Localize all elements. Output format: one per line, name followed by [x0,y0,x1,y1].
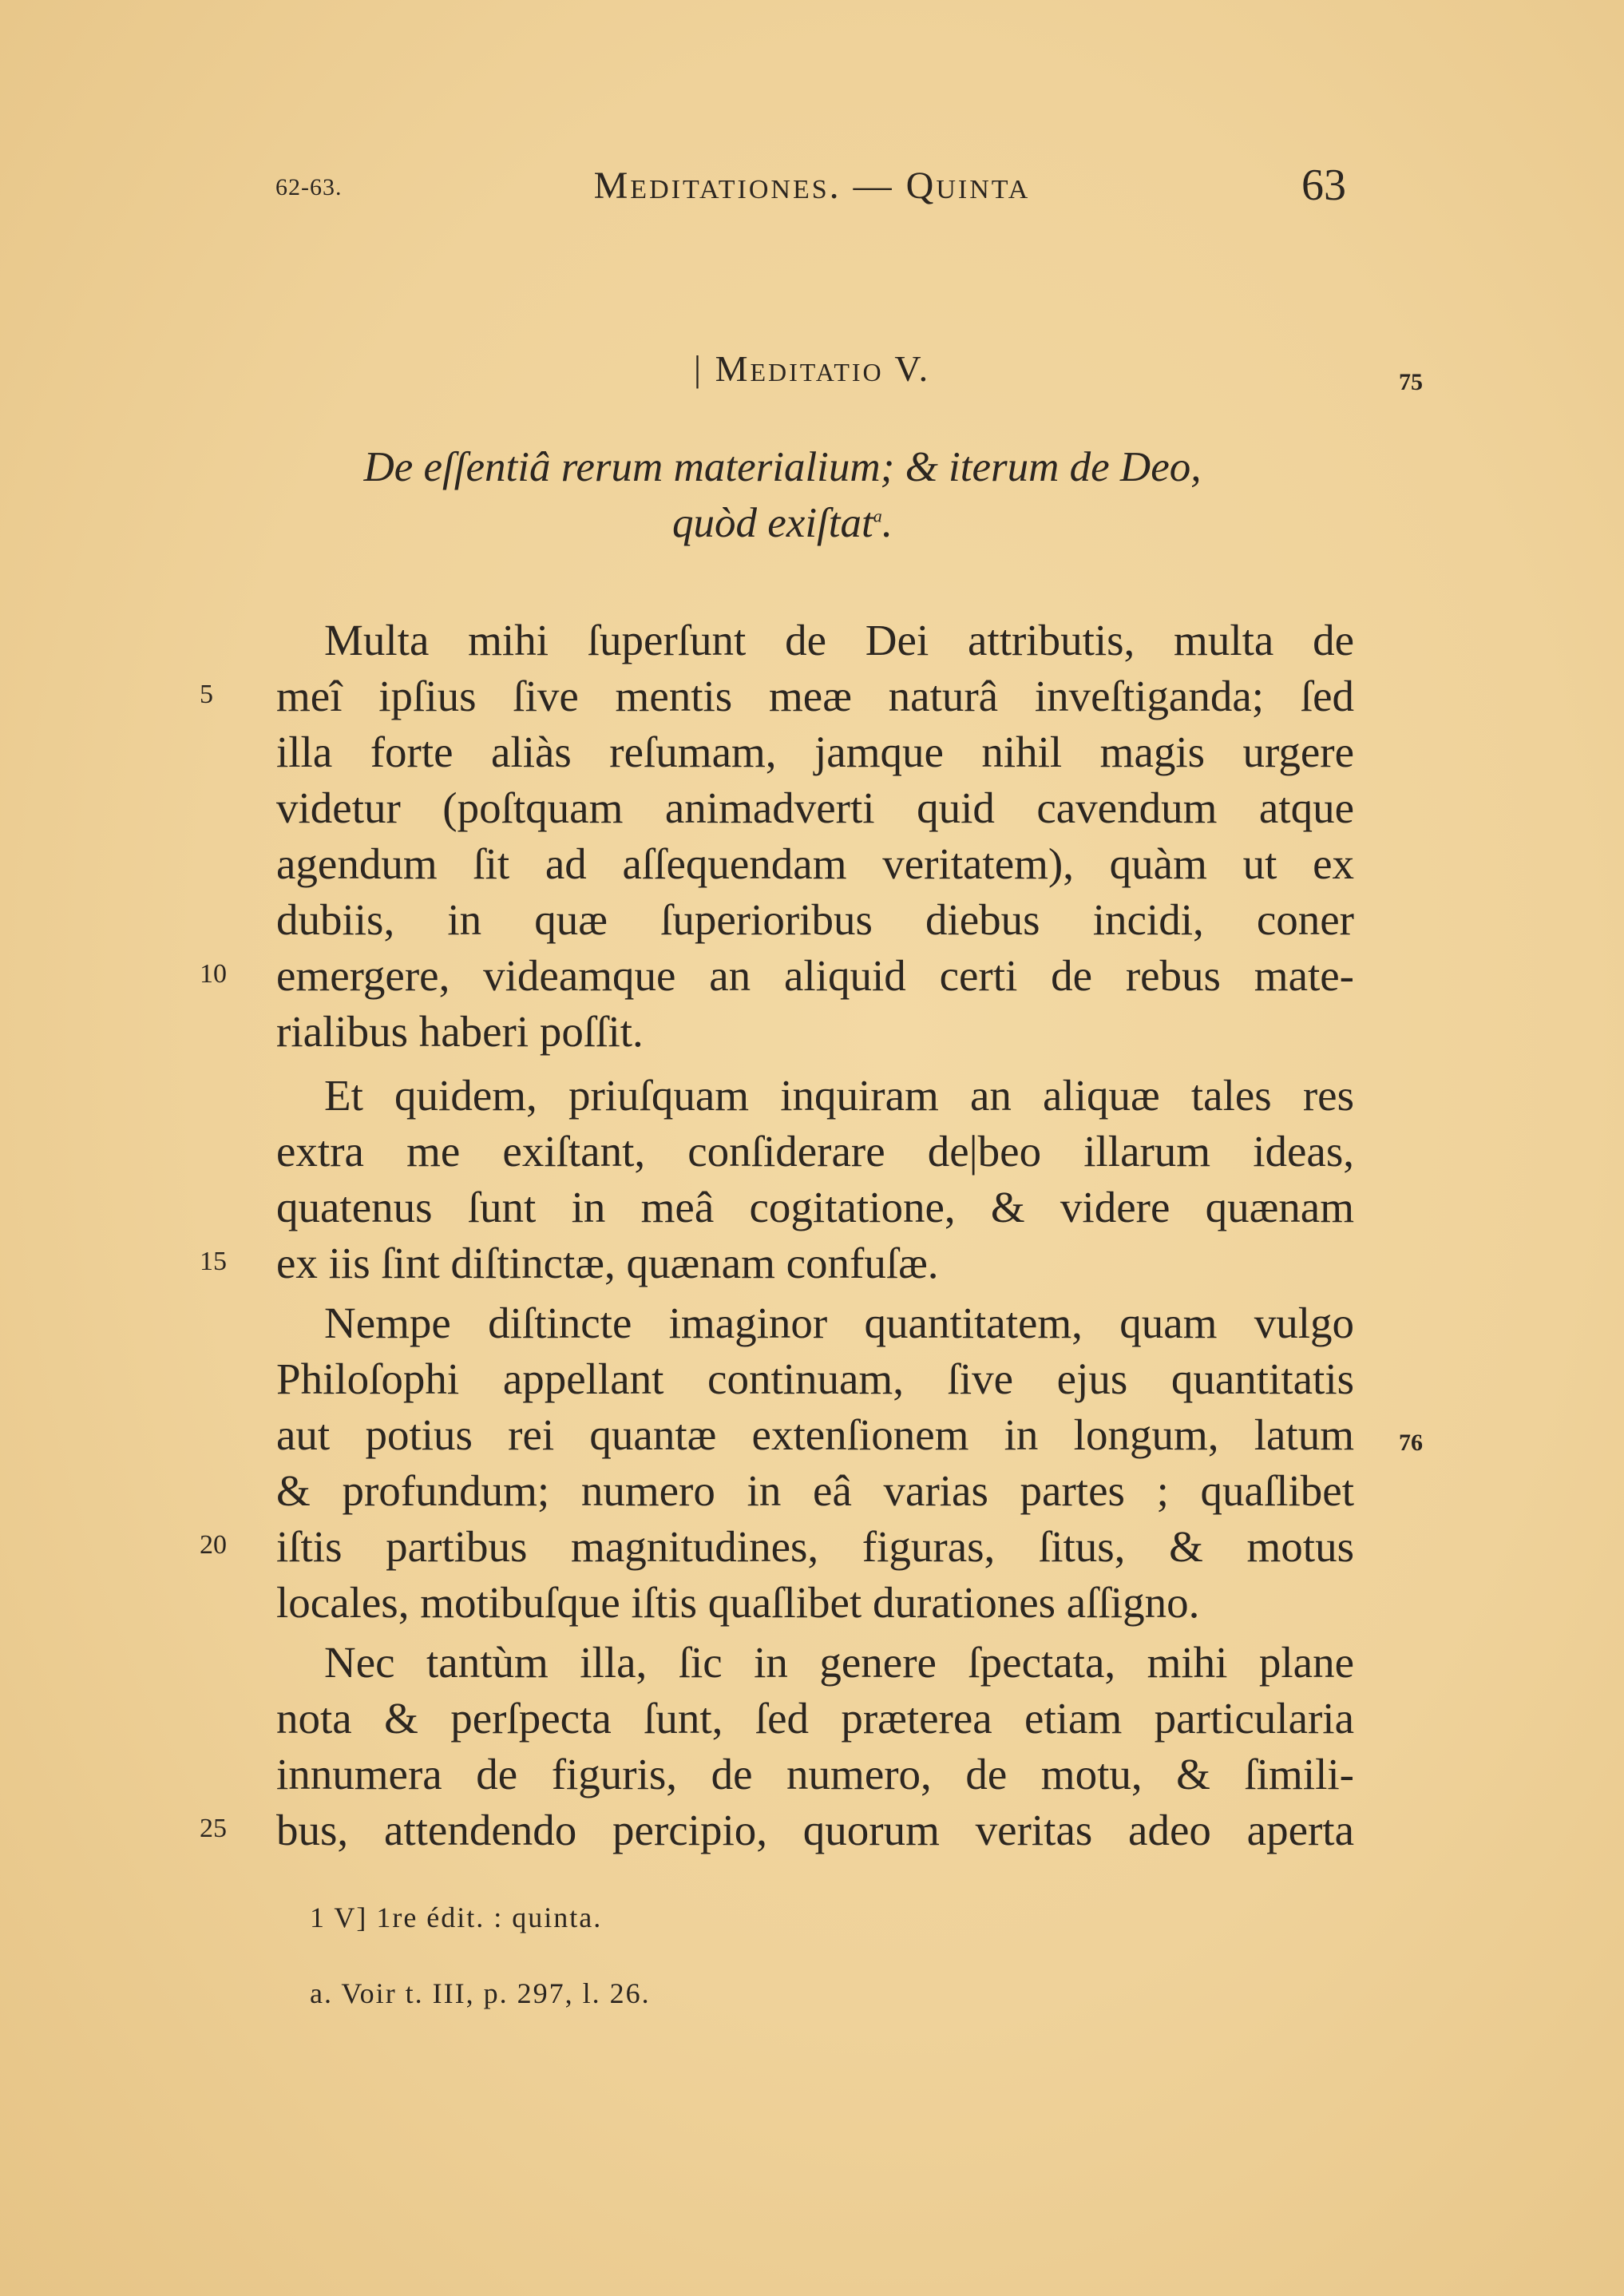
body-line: emergere, videamque an aliquid certi de rebus mate- [276,951,1354,1000]
margin-ref-75: 75 [1399,369,1423,395]
line-number: 15 [200,1247,227,1276]
body-line: nota & perſpecta ſunt, ſed præterea etiam particularia [276,1694,1354,1743]
line-number: 10 [200,959,227,989]
body-line: Nec tantùm illa, ſic in genere ſpectata, mihi plane [324,1638,1354,1687]
body-line: Multa mihi ſuperſunt de Dei attributis, multa de [324,616,1354,664]
body-line: dubiis, in quæ ſuperioribus diebus incidi, coner [276,895,1354,944]
body-line: aut potius rei quantæ extenſionem in longum, latum [276,1410,1354,1459]
body-line: bus, attendendo percipio, quorum veritas adeo aperta [276,1806,1354,1854]
body-line: agendum ſit ad aſſequendam veritatem), quàm ut ex [276,839,1354,888]
body-line: quatenus ſunt in meâ cogitatione, & videre quænam [276,1183,1354,1231]
body-line: Philoſophi appellant continuam, ſive ejus quantitatis [276,1354,1354,1403]
body-line: illa forte aliàs reſumam, jamque nihil magis urgere [276,728,1354,776]
body-line: rialibus haberi poſſit. [276,1007,644,1056]
body-line: ex iis ſint diſtinctæ, quænam confuſæ. [276,1239,939,1287]
body-line: videtur (poſtquam animadverti quid cavendum atque [276,783,1354,832]
meditation-heading: | Meditatio V. [693,348,931,389]
body-line: iſtis partibus magnitudines, figuras, ſitus, & motus [276,1522,1354,1571]
footnote-marker-a: a [873,506,882,526]
body-line: locales, motibuſque iſtis quaſlibet durationes aſſigno. [276,1578,1200,1627]
body-line: Nempe diſtincte imaginor quantitatem, quam vulgo [324,1299,1354,1347]
line-number: 5 [200,680,213,709]
running-head-title: Meditationes. — Quinta [593,165,1031,207]
body-line: meî ipſius ſive mentis meæ naturâ inveſtiganda; ſed [276,672,1354,720]
footnote-variant: 1 V] 1re édit. : quinta. [310,1901,603,1933]
body-line: Et quidem, priuſquam inquiram an aliquæ tales res [324,1071,1354,1120]
subtitle-line-2: quòd exiſtat$^a$. [672,500,893,546]
page-number: 63 [1301,161,1346,210]
line-number: 20 [200,1530,227,1560]
body-line: & profundum; numero in eâ varias partes ; quaſlibet [276,1466,1354,1515]
running-head-pages: 62-63. [275,174,343,200]
subtitle-line-1: De eſſentiâ rerum materialium; & iterum de Deo, [363,444,1202,490]
margin-ref-76: 76 [1399,1430,1423,1456]
line-number: 25 [200,1814,227,1843]
footnote-a: a. Voir t. III, p. 297, l. 26. [310,1977,651,2009]
body-line: extra me exiſtant, conſiderare de|beo illarum ideas, [276,1127,1354,1176]
body-line: innumera de figuris, de numero, de motu, & ſimili- [276,1750,1354,1798]
